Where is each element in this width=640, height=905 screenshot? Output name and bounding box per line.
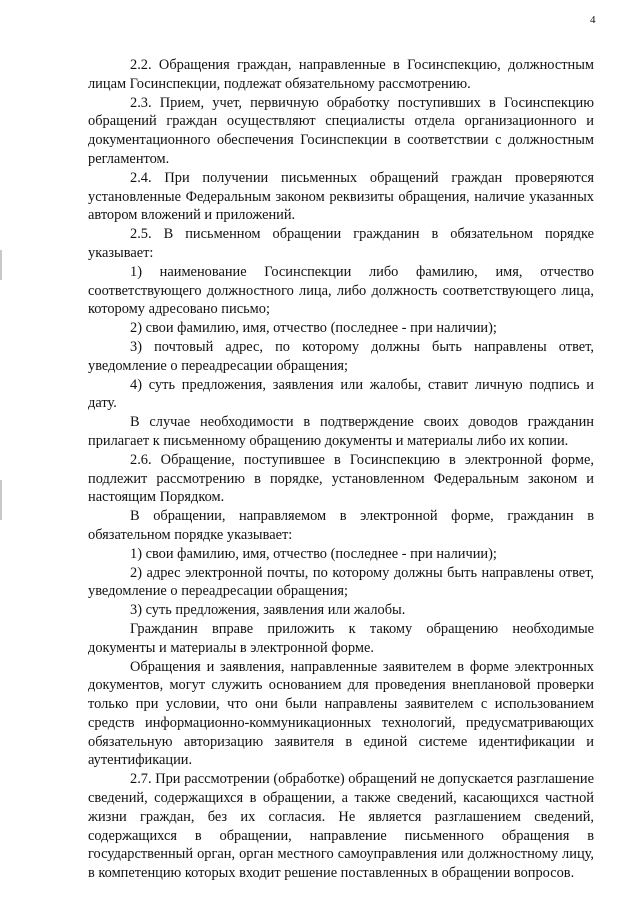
paragraph-electronic-attachments: Гражданин вправе приложить к такому обращению необходимые документы и материалы в электронной форме. <box>88 620 594 656</box>
list-item-2-6-2: 2) адрес электронной почты, по которому должны быть направлены ответ, уведомление о переадресации обращения; <box>88 564 594 600</box>
list-item-2-5-4: 4) суть предложения, заявления или жалобы, ставит личную подпись и дату. <box>88 376 594 412</box>
paragraph-2-3: 2.3. Прием, учет, первичную обработку поступивших в Госинспекцию обращений граждан осуществляют специалисты отдела организационного и документационного обеспечения Госинспекции в соответствии с должностным регламентом. <box>88 94 594 167</box>
scan-edge-mark <box>0 250 2 280</box>
paragraph-2-5: 2.5. В письменном обращении гражданин в обязательном порядке указывает: <box>88 226 594 261</box>
page-number: 4 <box>590 14 596 26</box>
list-item-2-5-2: 2) свои фамилию, имя, отчество (последнее - при наличии); <box>130 320 497 337</box>
document-body <box>88 56 594 883</box>
paragraph-electronic-form: В обращении, направляемом в электронной форме, гражданин в обязательном порядке указывает: <box>88 508 594 543</box>
list-item-2-5-1: 1) наименование Госинспекции либо фамилию, имя, отчество соответствующего должностного лица, либо должность соответствующего лица, которому адресовано письмо; <box>88 263 594 318</box>
paragraph-unscheduled-inspection: Обращения и заявления, направленные заявителем в форме электронных документов, могут служить основанием для проведения внеплановой проверки только при условии, что они были направлены заявителем с использованием средств информационно-коммуникационных технологий, предусматривающих обязательную авторизацию заявителя в единой системе идентификации и аутентификации. <box>88 658 594 769</box>
paragraph-2-7: 2.7. При рассмотрении (обработке) обращений не допускается разглашение сведений, содержащихся в обращении, а также сведений, касающихся частной жизни граждан, без их согласия. Не является разглашением сведений, содержащихся в обращении, направление письменного обращения в государственный орган, орган местного самоуправления или должностному лицу, в компетенцию которых входит решение поставленных в обращении вопросов. <box>88 771 594 882</box>
scan-edge-mark <box>0 480 2 520</box>
paragraph-2-2: 2.2. Обращения граждан, направленные в Госинспекцию, должностным лицам Госинспекции, подлежат обязательному рассмотрению. <box>88 57 594 92</box>
list-item-2-6-1: 1) свои фамилию, имя, отчество (последнее - при наличии); <box>130 545 497 562</box>
paragraph-2-4: 2.4. При получении письменных обращений граждан проверяются установленные Федеральным законом реквизиты обращения, наличие указанных автором вложений и приложений. <box>88 169 594 224</box>
paragraph-2-6: 2.6. Обращение, поступившее в Госинспекцию в электронной форме, подлежит рассмотрению в порядке, установленном Федеральным законом и настоящим Порядком. <box>88 451 594 506</box>
list-item-2-6-3: 3) суть предложения, заявления или жалобы. <box>130 602 406 619</box>
list-item-2-5-3: 3) почтовый адрес, по которому должны быть направлены ответ, уведомление о переадресации обращения; <box>88 338 594 374</box>
paragraph-attachments: В случае необходимости в подтверждение своих доводов гражданин прилагает к письменному обращению документы и материалы либо их копии. <box>88 414 594 449</box>
